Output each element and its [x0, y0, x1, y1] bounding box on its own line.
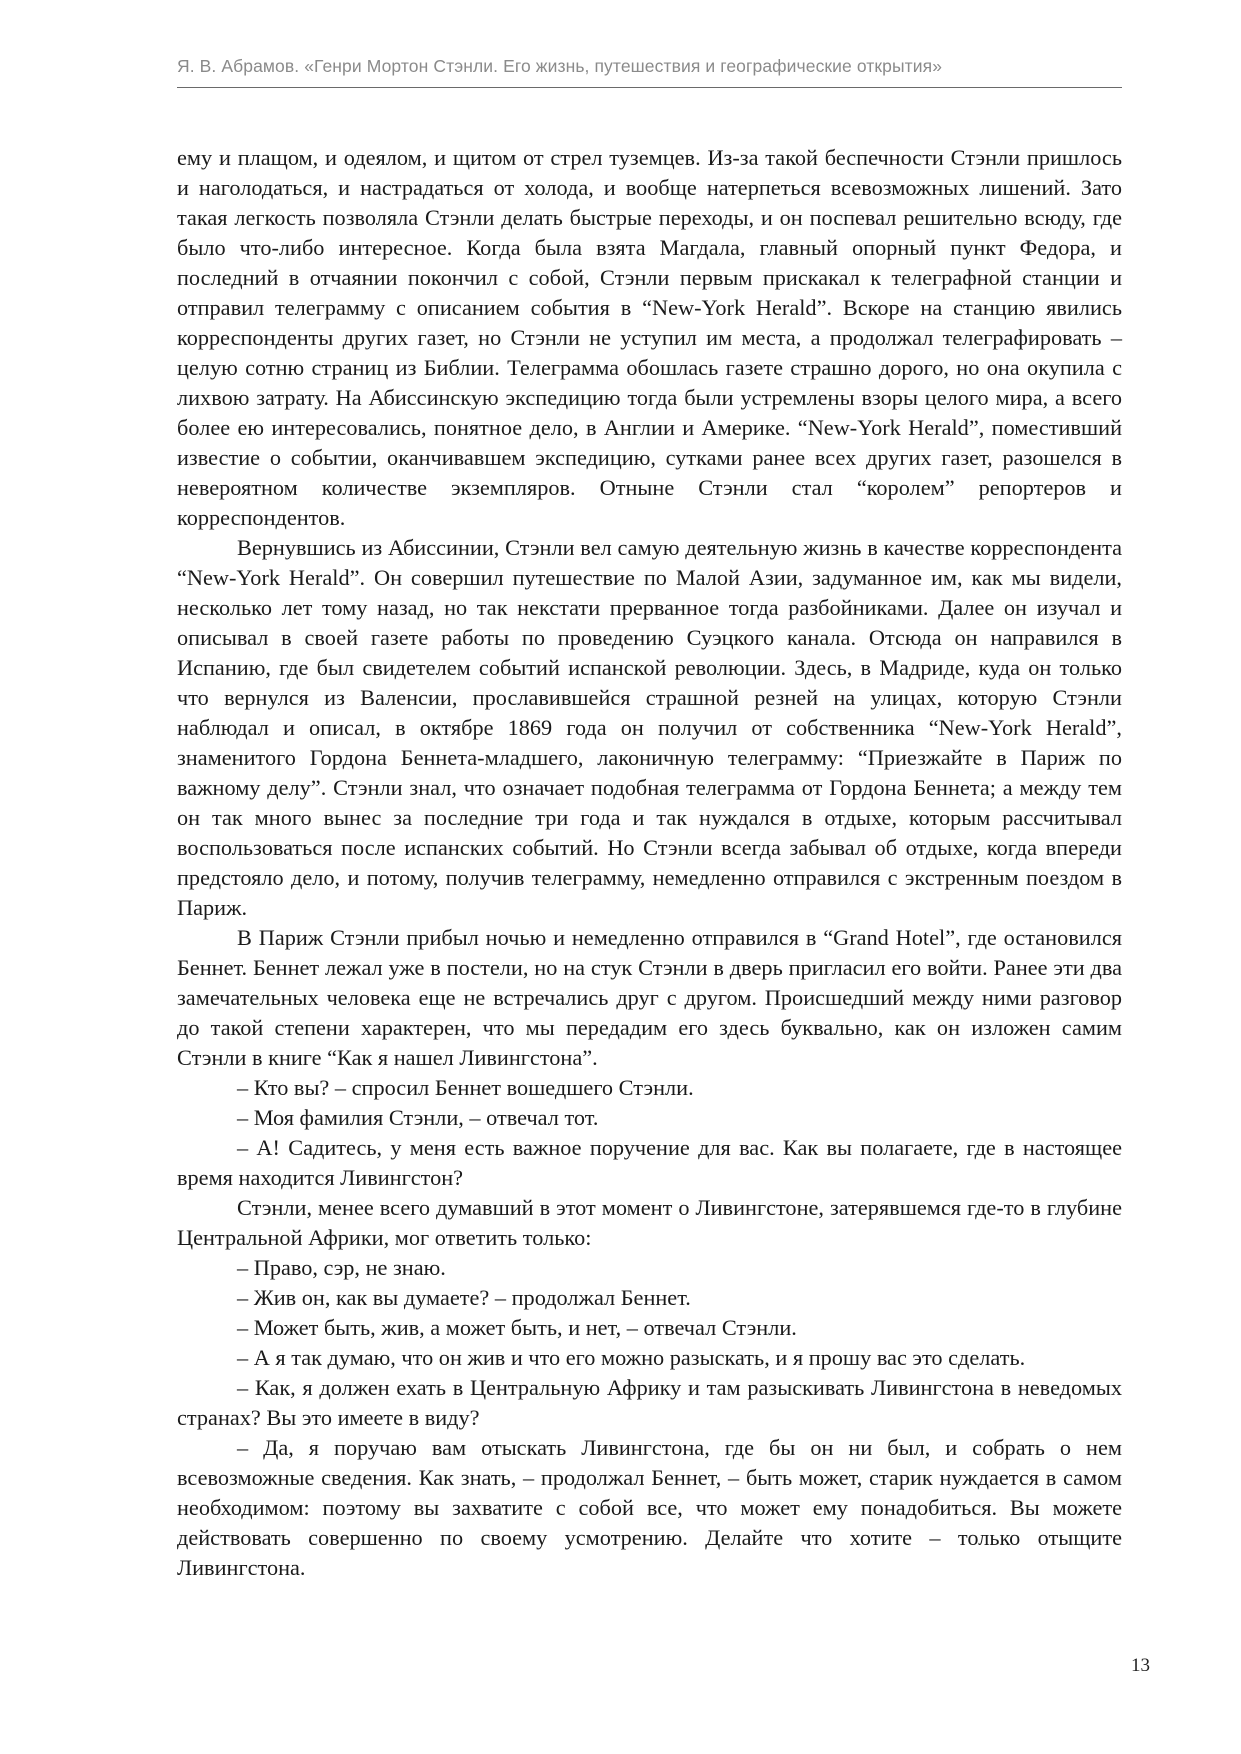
dialogue-line: – А я так думаю, что он жив и что его можно разыскать, и я прошу вас это сделать.: [237, 1345, 1026, 1370]
narration-paragraph: Стэнли, менее всего думавший в этот момент о Ливингстоне, затерявшемся где-то в глубине Центральной Африки, мог ответить только:: [177, 1195, 1122, 1250]
dialogue-line: – Да, я поручаю вам отыскать Ливингстона, где бы он ни был, и собрать о нем всевозможные сведения. Как знать, – продолжал Беннет, – быть может, старик нуждается в самом необходимом: поэтому вы захватите с собой все, что может ему понадобиться. Вы можете действовать совершенно по своему усмотрению. Делайте что хотите – только отыщите Ливингстона.: [177, 1435, 1122, 1580]
main-text-column: [177, 143, 1122, 1583]
dialogue-line: – Жив он, как вы думаете? – продолжал Беннет.: [237, 1285, 691, 1310]
running-header-title: Я. В. Абрамов. «Генри Мортон Стэнли. Его жизнь, путешествия и географические открытия»: [177, 56, 943, 76]
page-number: 13: [1131, 1655, 1150, 1676]
header-divider: [177, 87, 1122, 88]
dialogue-line: – А! Садитесь, у меня есть важное поручение для вас. Как вы полагаете, где в настоящее время находится Ливингстон?: [177, 1135, 1122, 1190]
dialogue-line: – Моя фамилия Стэнли, – отвечал тот.: [237, 1105, 599, 1130]
paragraph-continuation: ему и плащом, и одеялом, и щитом от стрел туземцев. Из-за такой беспечности Стэнли пришлось и наголодаться, и настрадаться от холода, и вообще натерпеться всевозможных лишений. Зато такая легкость позволяла Стэнли делать быстрые переходы, и он поспевал решительно всюду, где было что-либо интересное. Когда была взята Магдала, главный опорный пункт Федора, и последний в отчаянии покончил с собой, Стэнли первым прискакал к телеграфной станции и отправил телеграмму с описанием события в “New-York Herald”. Вскоре на станцию явились корреспонденты других газет, но Стэнли не уступил им места, а продолжал телеграфировать – целую сотню страниц из Библии. Телеграмма обошлась газете страшно дорого, но она окупила с лихвою затрату. На Абиссинскую экспедицию тогда были устремлены взоры целого мира, а всего более ею интересовались, понятное дело, в Англии и Америке. “New-York Herald”, поместивший известие о событии, оканчивавшем экспедицию, сутками ранее всех других газет, разошелся в невероятном количестве экземпляров. Отныне Стэнли стал “королем” репортеров и корреспондентов.: [177, 145, 1122, 530]
paragraph-arrival-in-paris: В Париж Стэнли прибыл ночью и немедленно отправился в “Grand Hotel”, где остановился Беннет. Беннет лежал уже в постели, но на стук Стэнли в дверь пригласил его войти. Ранее эти два замечательных человека еще не встречались друг с другом. Происшедший между ними разговор до такой степени характерен, что мы передадим его здесь буквально, как он изложен самим Стэнли в книге “Как я нашел Ливингстона”.: [177, 925, 1122, 1070]
dialogue-line: – Кто вы? – спросил Беннет вошедшего Стэнли.: [237, 1075, 694, 1100]
dialogue-line: – Как, я должен ехать в Центральную Африку и там разыскивать Ливингстона в неведомых странах? Вы это имеете в виду?: [177, 1375, 1122, 1430]
dialogue-line: – Право, сэр, не знаю.: [237, 1255, 446, 1280]
paragraph-return-from-abyssinia: Вернувшись из Абиссинии, Стэнли вел самую деятельную жизнь в качестве корреспондента “New-York Herald”. Он совершил путешествие по Малой Азии, задуманное им, как мы видели, несколько лет тому назад, но так некстати прерванное тогда разбойниками. Далее он изучал и описывал в своей газете работы по проведению Суэцкого канала. Отсюда он направился в Испанию, где был свидетелем событий испанской революции. Здесь, в Мадриде, куда он только что вернулся из Валенсии, прославившейся страшной резней на улицах, которую Стэнли наблюдал и описал, в октябре 1869 года он получил от собственника “New-York Herald”, знаменитого Гордона Беннета-младшего, лаконичную телеграмму: “Приезжайте в Париж по важному делу”. Стэнли знал, что означает подобная телеграмма от Гордона Беннета; а между тем он так много вынес за последние три года и так нуждался в отдыхе, которым рассчитывал воспользоваться после испанских событий. Но Стэнли всегда забывал об отдыхе, когда впереди предстояло дело, и потому, получив телеграмму, немедленно отправился с экстренным поездом в Париж.: [177, 535, 1122, 920]
dialogue-line: – Может быть, жив, а может быть, и нет, – отвечал Стэнли.: [237, 1315, 797, 1340]
